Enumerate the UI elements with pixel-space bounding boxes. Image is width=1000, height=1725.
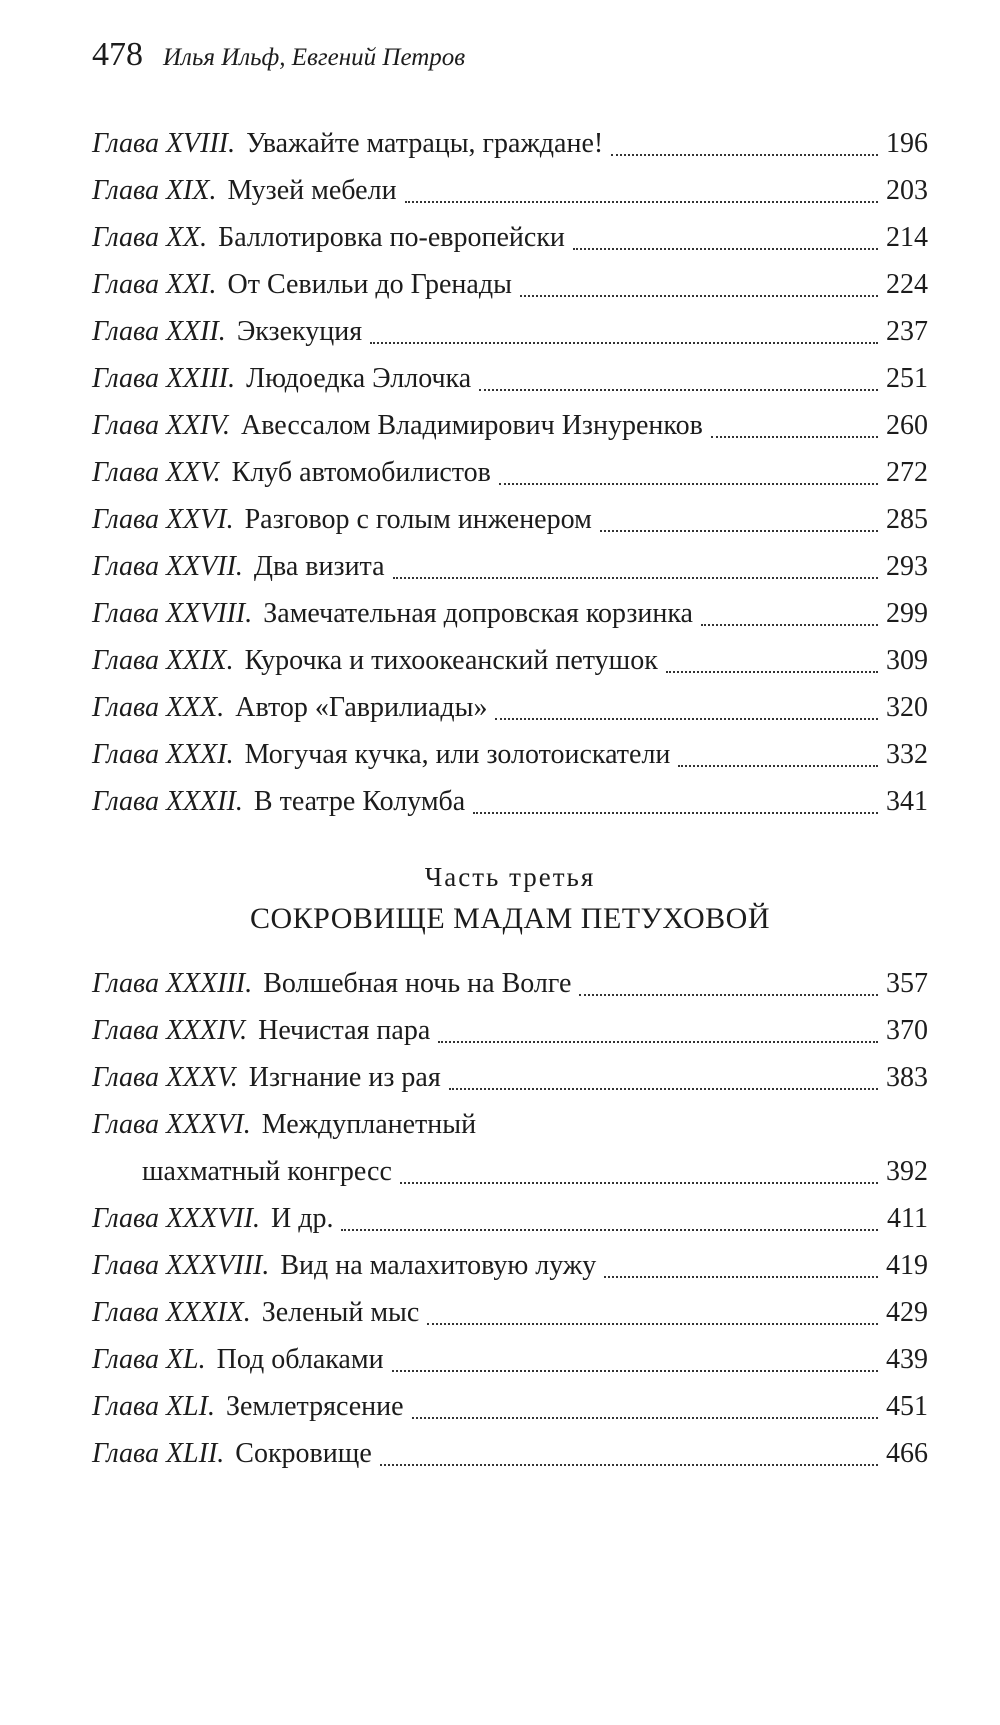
chapter-number: Глава XL. [92, 1344, 206, 1375]
dot-leader [701, 624, 878, 626]
page-ref: 272 [886, 457, 928, 488]
dot-leader [573, 248, 878, 250]
authors: Илья Ильф, Евгений Петров [163, 44, 466, 71]
dot-leader [495, 718, 878, 720]
dot-leader [405, 201, 878, 203]
chapter-number: Глава XXVII. [92, 551, 243, 582]
page-ref: 419 [886, 1250, 928, 1281]
part-title: СОКРОВИЩЕ МАДАМ ПЕТУХОВОЙ [249, 902, 770, 935]
page-ref: 411 [887, 1203, 928, 1234]
toc-entry [92, 496, 928, 543]
chapter-number: Глава XX. [92, 222, 208, 253]
dot-leader [380, 1464, 878, 1466]
dot-leader [600, 530, 878, 532]
part-three-heading [92, 858, 928, 942]
chapter-number: Глава XXIV. [92, 410, 230, 441]
chapter-number: Глава XIX. [92, 175, 217, 206]
toc-entry [92, 120, 928, 167]
toc-entry [92, 1289, 928, 1336]
dot-leader [473, 812, 878, 814]
dot-leader [479, 389, 878, 391]
dot-leader [520, 295, 878, 297]
dot-leader [678, 765, 878, 767]
chapter-number: Глава XXXIV. [92, 1015, 248, 1046]
chapter-title: Волшебная ночь на Волге [263, 968, 572, 999]
chapter-title: Замечательная допровская корзинка [263, 598, 693, 629]
chapter-title: Вид на малахитовую лужу [280, 1250, 597, 1281]
toc-entry [92, 778, 928, 825]
toc-entry [92, 308, 928, 355]
toc-entry [92, 590, 928, 637]
chapter-title: Междупланетный [261, 1109, 477, 1140]
part-label: Часть третья [424, 862, 596, 892]
toc-entry [92, 684, 928, 731]
page-ref: 320 [886, 692, 928, 723]
page-ref: 451 [886, 1391, 928, 1422]
toc-entry-line-1 [92, 1101, 928, 1148]
chapter-title: В театре Колумба [253, 786, 466, 817]
page-ref: 429 [886, 1297, 928, 1328]
toc-entry-line-2 [92, 1148, 928, 1195]
dot-leader [438, 1041, 878, 1043]
page-ref: 466 [886, 1438, 928, 1469]
chapter-title: Курочка и тихоокеанский петушок [244, 645, 658, 676]
dot-leader [400, 1182, 878, 1184]
chapter-title: Сокровище [235, 1438, 372, 1469]
chapter-title: Зеленый мыс [261, 1297, 420, 1328]
page-ref: 196 [886, 128, 928, 159]
page-ref: 224 [886, 269, 928, 300]
dot-leader [392, 1370, 878, 1372]
page-ref: 370 [886, 1015, 928, 1046]
chapter-title: Экзекуция [236, 316, 363, 347]
chapter-number: Глава XXXV. [92, 1062, 238, 1093]
chapter-number: Глава XXXVI. [92, 1109, 251, 1140]
toc-entry [92, 637, 928, 684]
toc-entry [92, 1383, 928, 1430]
dot-leader [579, 994, 878, 996]
page-ref: 214 [886, 222, 928, 253]
chapter-number: Глава XVIII. [92, 128, 236, 159]
chapter-number: Глава XXXI. [92, 739, 234, 770]
chapter-title: От Севильи до Гренады [227, 269, 512, 300]
page-ref: 285 [886, 504, 928, 535]
dot-leader [370, 342, 878, 344]
chapter-title: Разговор с голым инженером [244, 504, 592, 535]
toc-entry [92, 1007, 928, 1054]
chapter-number: Глава XXXVII. [92, 1203, 261, 1234]
dot-leader [412, 1417, 878, 1419]
page-ref: 332 [886, 739, 928, 770]
chapter-title: И др. [271, 1203, 334, 1234]
toc-entry [92, 1195, 928, 1242]
page-ref: 293 [886, 551, 928, 582]
chapter-number: Глава XXXVIII. [92, 1250, 270, 1281]
dot-leader [393, 577, 878, 579]
page-ref: 203 [886, 175, 928, 206]
chapter-title: Могучая кучка, или золотоискатели [244, 739, 671, 770]
toc-entry [92, 1054, 928, 1101]
page-ref: 439 [886, 1344, 928, 1375]
chapter-number: Глава XXXII. [92, 786, 243, 817]
toc-entry [92, 1242, 928, 1289]
page-ref: 237 [886, 316, 928, 347]
dot-leader [427, 1323, 878, 1325]
chapter-title: Под облаками [216, 1344, 384, 1375]
toc-entry [92, 543, 928, 590]
chapter-number: Глава XXII. [92, 316, 226, 347]
chapter-number: Глава XXXIX. [92, 1297, 251, 1328]
chapter-title: Автор «Гаврилиады» [235, 692, 488, 723]
chapter-number: Глава XXX. [92, 692, 225, 723]
chapter-number: Глава XLI. [92, 1391, 215, 1422]
chapter-title: Людоедка Эллочка [246, 363, 472, 394]
dot-leader [611, 154, 878, 156]
chapter-title: Уважайте матрацы, граждане! [246, 128, 604, 159]
toc-entry [92, 167, 928, 214]
toc-entry [92, 449, 928, 496]
toc-entry [92, 731, 928, 778]
chapter-number: Глава XXV. [92, 457, 221, 488]
dot-leader [711, 436, 878, 438]
toc-entry [92, 402, 928, 449]
chapter-number: Глава XXXIII. [92, 968, 253, 999]
toc-entry [92, 261, 928, 308]
dot-leader [499, 483, 878, 485]
chapter-title: Баллотировка по-европейски [218, 222, 565, 253]
toc-entry [92, 1336, 928, 1383]
page-ref: 341 [886, 786, 928, 817]
page-ref: 251 [886, 363, 928, 394]
dot-leader [449, 1088, 878, 1090]
dot-leader [666, 671, 878, 673]
page-ref: 392 [886, 1156, 928, 1187]
chapter-number: Глава XXVI. [92, 504, 234, 535]
toc-entry [92, 355, 928, 402]
page-ref: 260 [886, 410, 928, 441]
toc-entry [92, 1430, 928, 1477]
dot-leader [604, 1276, 878, 1278]
toc-entry [92, 960, 928, 1007]
chapter-title: Авессалом Владимирович Изнуренков [240, 410, 703, 441]
chapter-number: Глава XXIII. [92, 363, 236, 394]
chapter-title-continuation: шахматный конгресс [142, 1156, 392, 1187]
chapter-title: Два визита [253, 551, 385, 582]
chapter-title: Музей мебели [227, 175, 397, 206]
chapter-number: Глава XXVIII. [92, 598, 253, 629]
dot-leader [341, 1229, 878, 1231]
chapter-title: Нечистая пара [258, 1015, 431, 1046]
chapter-title: Клуб автомобилистов [231, 457, 491, 488]
chapter-title: Изгнание из рая [248, 1062, 441, 1093]
toc-part-two [92, 120, 928, 825]
chapter-title: Землетрясение [225, 1391, 404, 1422]
page-ref: 383 [886, 1062, 928, 1093]
page-number: 478 [92, 36, 143, 73]
chapter-number: Глава XLII. [92, 1438, 225, 1469]
toc-part-three [92, 960, 928, 1477]
chapter-number: Глава XXI. [92, 269, 217, 300]
page-ref: 299 [886, 598, 928, 629]
running-head [92, 36, 465, 82]
chapter-number: Глава XXIX. [92, 645, 234, 676]
toc-entry [92, 214, 928, 261]
page-ref: 309 [886, 645, 928, 676]
page-ref: 357 [886, 968, 928, 999]
toc-entry [92, 1101, 928, 1195]
